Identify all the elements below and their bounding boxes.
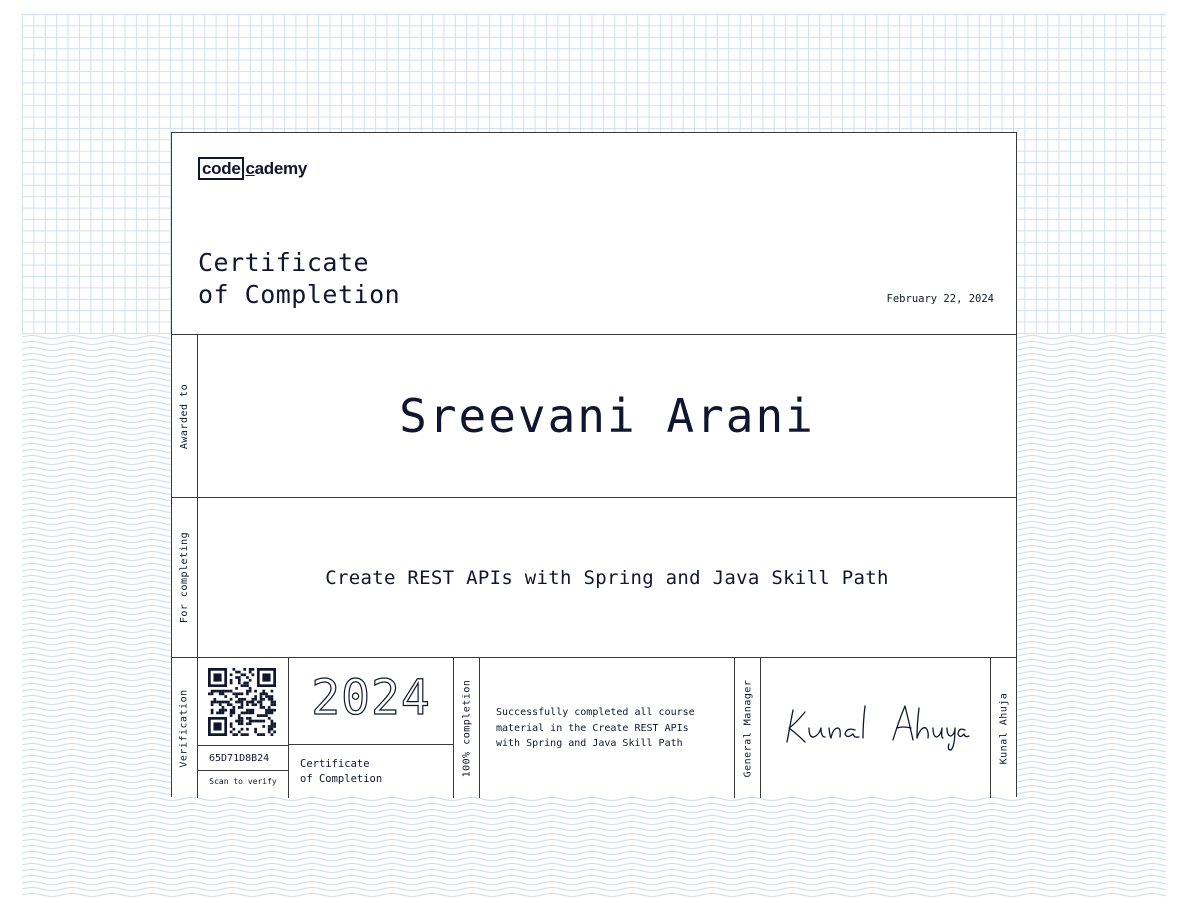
certificate	[171, 132, 1017, 797]
codecademy-logo	[198, 157, 307, 180]
signer-name: Kunal Ahuja	[998, 692, 1010, 764]
scan-to-verify: Scan to verify	[209, 777, 277, 786]
description-line-3: with Spring and Java Skill Path	[496, 738, 683, 749]
title-line-2: of Completion	[198, 280, 401, 309]
issue-date: February 22, 2024	[886, 293, 994, 305]
verification-label: Verification	[179, 688, 190, 768]
verification-label-cell	[172, 658, 198, 798]
signature-image	[783, 698, 973, 758]
completing-label: For completing	[179, 531, 191, 624]
completion-description	[496, 705, 695, 752]
signer-title: General Manager	[742, 679, 753, 777]
verification-code: 65D71D8B24	[198, 745, 288, 771]
awarded-label-cell	[172, 335, 198, 497]
completing-section	[172, 498, 1016, 658]
qr-code-icon[interactable]	[208, 668, 276, 736]
course-name: Create REST APIs with Spring and Java Skill Path	[325, 566, 889, 589]
logo-boxed-text: code	[198, 157, 244, 180]
awarded-section	[172, 335, 1016, 498]
completing-label-cell	[172, 498, 198, 657]
certificate-header	[172, 133, 1016, 335]
signer-title-cell	[735, 658, 761, 798]
page-title	[198, 247, 400, 311]
year-outline: 2024	[311, 670, 431, 726]
cert-line-2: of Completion	[300, 773, 383, 785]
completion-label-cell	[454, 658, 480, 798]
recipient-name: Sreevani Arani	[399, 389, 815, 443]
signature-cell	[761, 658, 991, 798]
year-cell	[289, 658, 454, 798]
description-line-2: material in the Create REST APIs	[496, 722, 689, 734]
year-cert-label	[289, 744, 453, 787]
footer-section	[172, 658, 1016, 798]
description-line-1: Successfully completed all course	[496, 707, 695, 718]
completion-label: 100% completion	[461, 679, 472, 777]
logo-rest-text: ademy	[254, 158, 308, 178]
cert-line-1: Certificate	[300, 758, 370, 770]
description-cell	[480, 658, 735, 798]
signer-name-cell	[991, 658, 1016, 798]
logo-underlined-letter: c	[245, 158, 255, 178]
verification-cell	[198, 658, 289, 798]
awarded-label: Awarded to	[179, 383, 190, 449]
title-line-1: Certificate	[198, 248, 370, 277]
